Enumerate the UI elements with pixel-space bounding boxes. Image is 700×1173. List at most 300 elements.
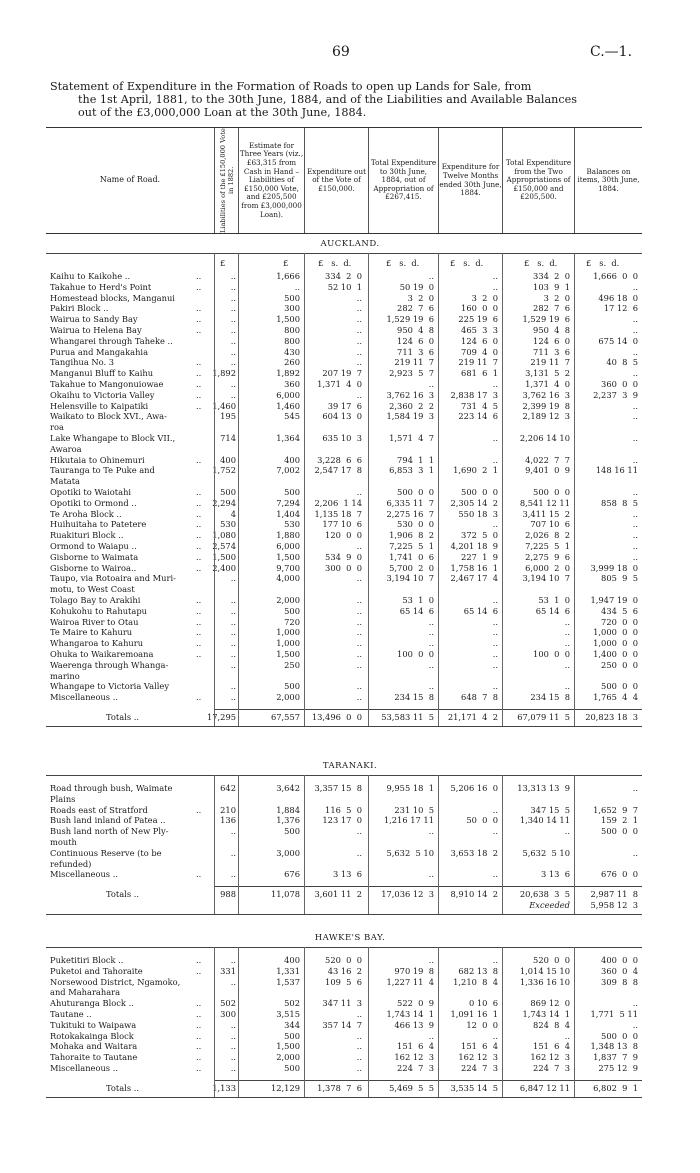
leader-dots: .. [196, 541, 202, 551]
totals-label: Totals .. [106, 889, 139, 900]
cell-c7: .. [632, 400, 638, 411]
cell-c1: .. [230, 346, 236, 357]
cell-c6: 224 7 3 [533, 1063, 570, 1073]
leader-dots: .. [196, 551, 202, 562]
cell-c6: .. [564, 681, 570, 692]
column-header-liabilities [214, 128, 238, 233]
cell-c1: 2,574 [212, 541, 236, 551]
cell-c6: 151 6 4 [533, 1041, 570, 1052]
currency-unit-row [46, 258, 642, 268]
cell-c2: 3,515 [276, 1009, 300, 1019]
cell-c4: 9,955 18 1 [386, 783, 434, 793]
leader-dots: .. [196, 400, 202, 411]
cell-c1: 300 [220, 1009, 236, 1019]
cell-c3: 39 17 6 [327, 400, 362, 411]
total-c2: 67,557 [270, 712, 300, 722]
column-header-balances: Balances on items, 30th June, 1884. [574, 128, 642, 233]
cell-c4: 530 0 0 [397, 519, 434, 530]
column-divider [438, 253, 439, 726]
cell-c3: .. [356, 325, 362, 335]
leader-dots: .. [196, 1009, 202, 1019]
column-divider [368, 947, 369, 1097]
table-row [46, 422, 642, 433]
cell-c5: 1,091 16 1 [450, 1009, 498, 1019]
table-row [46, 271, 642, 282]
total-c4: 53,583 11 5 [381, 712, 434, 722]
cell-c3: .. [356, 681, 362, 692]
cell-c1: 331 [220, 965, 236, 976]
cell-c6: 2,399 19 8 [522, 400, 570, 411]
cell-c4: .. [428, 681, 434, 692]
table-row [46, 848, 642, 859]
cell-c3: 109 5 6 [325, 976, 362, 987]
cell-c7: 1,666 0 0 [593, 271, 638, 281]
road-name: Huihuitaha to Patetere [50, 519, 147, 530]
cell-c3: .. [356, 649, 362, 659]
cell-c4: 1,571 4 7 [389, 433, 434, 443]
cell-c2: 1,500 [276, 314, 300, 325]
cell-c6: 2,026 8 2 [525, 530, 570, 541]
cell-c2: 4,000 [276, 573, 300, 584]
cell-c3: .. [356, 605, 362, 616]
total-c2: 11,078 [270, 889, 300, 900]
road-name: Te Aroha Block .. [50, 508, 122, 519]
cell-c5: 12 0 0 [466, 1019, 498, 1030]
column-header-row [46, 127, 642, 234]
cell-c2: 6,000 [276, 389, 300, 400]
cell-c6: 3 2 0 [543, 292, 570, 303]
road-name: Waikato to Block XVI., Awa- [50, 411, 167, 422]
leader-dots: .. [196, 325, 202, 335]
cell-c6: .. [564, 826, 570, 837]
cell-c7: 1,348 13 8 [590, 1041, 638, 1052]
cell-c3: .. [356, 292, 362, 303]
cell-c4: 3,762 16 3 [386, 389, 434, 400]
cell-c6: 707 10 6 [530, 519, 570, 530]
table-row [46, 282, 642, 293]
cell-c5: .. [492, 804, 498, 815]
cell-c7: .. [632, 541, 638, 551]
cell-c5: .. [492, 955, 498, 965]
table-row [46, 336, 642, 347]
leader-dots: .. [196, 357, 202, 368]
table-row [46, 573, 642, 584]
total-c1: 1,133 [212, 1082, 236, 1093]
table-row [46, 541, 642, 552]
cell-c1: 1,080 [212, 530, 236, 541]
cell-c1: .. [230, 1030, 236, 1041]
cell-c2: 2,000 [276, 595, 300, 605]
section-rule [46, 947, 642, 948]
cell-c3: .. [356, 627, 362, 638]
cell-c1: .. [230, 389, 236, 400]
unit-total-two: £ s. d. [524, 258, 558, 268]
cell-c6: 3,411 15 2 [522, 508, 570, 519]
cell-c6: 2,275 9 6 [525, 551, 570, 562]
cell-c5: .. [492, 433, 498, 443]
cell-c4: 711 3 6 [397, 346, 434, 357]
cell-c4: 3 2 0 [407, 292, 434, 303]
table-row [46, 303, 642, 314]
road-name: Puketoi and Tahoraite [50, 965, 143, 976]
cell-c3: 534 9 0 [325, 551, 362, 562]
cell-c3: 116 5 0 [325, 804, 362, 815]
road-name: Bush land inland of Patea .. [50, 815, 166, 826]
cell-c4: 53 1 0 [402, 595, 434, 605]
leader-dots: .. [196, 1052, 202, 1063]
cell-c3: 120 0 0 [325, 530, 362, 541]
column-divider [574, 253, 575, 726]
cell-c6: 234 15 8 [530, 692, 570, 703]
cell-c7: 496 18 0 [598, 292, 638, 303]
leader-dots: .. [196, 692, 202, 703]
cell-c4: 950 4 8 [397, 325, 434, 335]
cell-c2: 500 [284, 1030, 300, 1041]
cell-c2: 530 [284, 519, 300, 530]
road-name: Wairua to Helena Bay [50, 325, 142, 335]
cell-c3: 3,228 6 6 [317, 454, 362, 465]
cell-c6: 347 15 5 [530, 804, 570, 815]
cell-c4: 500 0 0 [397, 487, 434, 497]
cell-c5: .. [492, 271, 498, 281]
total-c5: 21,171 4 2 [447, 712, 498, 722]
table-row [46, 966, 642, 977]
totals-rule [214, 886, 642, 887]
cell-c4: 1,743 14 1 [386, 1009, 434, 1019]
table-row [46, 530, 642, 541]
cell-c1: .. [230, 573, 236, 584]
cell-c4: .. [428, 627, 434, 638]
cell-c2: 2,000 [276, 1052, 300, 1063]
cell-c7: 275 12 9 [598, 1063, 638, 1073]
road-name: Tolago Bay to Arakihi [50, 595, 141, 605]
cell-c2: 1,884 [276, 804, 300, 815]
table-row [46, 859, 642, 870]
road-name: Lake Whangape to Block VII., [50, 433, 176, 443]
cell-c5: .. [492, 869, 498, 880]
table-row [46, 357, 642, 368]
leader-dots: .. [196, 389, 202, 400]
cell-c2: 800 [284, 335, 300, 346]
cell-c3: 3,357 15 8 [314, 783, 362, 793]
table-row [46, 606, 642, 617]
cell-c1: 210 [220, 804, 236, 815]
cell-c3: .. [356, 573, 362, 584]
cell-c1: 2,400 [212, 562, 236, 573]
cell-c1: .. [230, 314, 236, 325]
cell-c6: 162 12 3 [530, 1052, 570, 1063]
cell-c4: .. [428, 271, 434, 281]
road-name: Tangihua No. 3 [50, 357, 115, 368]
cell-c6: 3,131 5 2 [525, 368, 570, 379]
cell-c2: 344 [284, 1019, 300, 1030]
leader-dots: .. [196, 454, 202, 465]
leader-dots: .. [196, 1030, 202, 1041]
cell-c6: 520 0 0 [533, 955, 570, 965]
cell-c6: 500 0 0 [533, 487, 570, 497]
section-bottom-rule [46, 1097, 642, 1098]
table-row [46, 476, 642, 487]
road-name: Kohukohu to Rahutapu [50, 605, 147, 616]
cell-c1: .. [230, 292, 236, 303]
cell-c3: .. [356, 1052, 362, 1063]
title-line-2: the 1st April, 1881, to the 30th June, 1884, and of the Liabilities and Available Balances [78, 93, 577, 106]
table-row [46, 649, 642, 660]
cell-c7: .. [632, 411, 638, 422]
cell-c6: 711 3 6 [533, 346, 570, 357]
table-row [46, 444, 642, 455]
cell-c5: 372 5 0 [461, 530, 498, 541]
road-name: Mohaka and Waitara [50, 1041, 138, 1052]
road-name: Gisborne to Waimata [50, 551, 139, 562]
total-c3: 1,378 7 6 [317, 1082, 362, 1093]
cell-c3: .. [356, 616, 362, 627]
cell-c7: 148 16 11 [595, 465, 638, 476]
table-row [46, 837, 642, 848]
cell-c2: 1,460 [276, 400, 300, 411]
road-name: roa [50, 422, 64, 433]
cell-c7: .. [632, 433, 638, 443]
cell-c1: .. [230, 826, 236, 837]
leader-dots: .. [196, 616, 202, 627]
cell-c2: 1,892 [276, 368, 300, 379]
cell-c7: 1,771 5 11 [590, 1009, 638, 1019]
cell-c4: .. [428, 616, 434, 627]
cell-c1: .. [230, 271, 236, 281]
cell-c3: .. [356, 595, 362, 605]
road-name: Opotiki to Ormond .. [50, 497, 137, 508]
title-line-3: out of the £3,000,000 Loan at the 30th June, 1884. [78, 106, 367, 119]
leader-dots: .. [196, 998, 202, 1009]
road-name: Whangaroa to Kahuru [50, 638, 144, 649]
cell-c5: 682 13 8 [458, 965, 498, 976]
road-name: Helensville to Kaipatiki [50, 400, 149, 411]
cell-c6: 1,014 15 10 [519, 965, 570, 976]
cell-c1: .. [230, 335, 236, 346]
cell-c2: 2,000 [276, 692, 300, 703]
cell-c4: 2,275 16 7 [386, 508, 434, 519]
cell-c3: .. [356, 314, 362, 325]
cell-c5: 3 2 0 [471, 292, 498, 303]
cell-c6: 7,225 5 1 [525, 541, 570, 551]
cell-c6: 3,194 10 7 [522, 573, 570, 584]
column-divider [238, 253, 239, 726]
cell-c1: .. [230, 616, 236, 627]
table-row [46, 783, 642, 794]
cell-c5: 160 0 0 [461, 303, 498, 314]
cell-c3: 347 11 3 [322, 998, 362, 1009]
cell-c6: .. [564, 638, 570, 649]
table-row [46, 519, 642, 530]
cell-c4: 5,632 5 10 [386, 847, 434, 858]
table-row [46, 826, 642, 837]
cell-c3: .. [356, 346, 362, 357]
table-row [46, 1041, 642, 1052]
road-name: Ruakituri Block .. [50, 530, 124, 541]
cell-c1: 502 [220, 998, 236, 1009]
cell-c2: 7,002 [276, 465, 300, 476]
table-row [46, 869, 642, 880]
cell-c4: 1,529 19 6 [386, 314, 434, 325]
total-c5: 8,910 14 2 [450, 889, 498, 900]
table-row [46, 617, 642, 628]
cell-c6: 2,189 12 3 [522, 411, 570, 422]
table-row [46, 595, 642, 606]
road-name: marino [50, 670, 80, 681]
cell-c5: 648 7 8 [461, 692, 498, 703]
cell-c5: 465 3 3 [461, 325, 498, 335]
cell-c4: 124 6 0 [397, 335, 434, 346]
cell-c3: .. [356, 303, 362, 314]
table-row [46, 998, 642, 1009]
table-row [46, 487, 642, 498]
leader-dots: .. [196, 379, 202, 389]
cell-c7: 500 0 0 [601, 826, 638, 837]
cell-c3: 604 13 0 [322, 411, 362, 422]
unit-estimate: £ [283, 258, 289, 268]
cell-c7: 1,765 4 4 [593, 692, 638, 703]
cell-c1: 500 [220, 487, 236, 497]
total-c7: 2,987 11 8 [590, 889, 638, 900]
road-name: Hikutaia to Ohinemuri [50, 454, 145, 465]
road-name: motu, to West Coast [50, 584, 135, 595]
table-row [46, 498, 642, 509]
cell-c2: 1,500 [276, 1041, 300, 1052]
cell-c7: 17 12 6 [603, 303, 638, 314]
table-row [46, 987, 642, 998]
leader-dots: .. [196, 303, 202, 314]
cell-c1: .. [230, 869, 236, 880]
leader-dots: .. [196, 271, 202, 281]
cell-c1: 4 [230, 508, 236, 519]
table-row [46, 681, 642, 692]
cell-c7: 858 8 5 [601, 497, 638, 508]
cell-c5: 227 1 9 [461, 551, 498, 562]
road-name: Taupo, via Rotoaira and Muri- [50, 573, 176, 584]
cell-c2: 3,000 [276, 847, 300, 858]
cell-c5: 124 6 0 [461, 335, 498, 346]
cell-c2: 1,331 [276, 965, 300, 976]
road-name: Homestead blocks, Manganui [50, 292, 175, 303]
cell-c6: 6,000 2 0 [525, 562, 570, 573]
cell-c3: .. [356, 541, 362, 551]
road-name: Tahoraite to Tautane [50, 1052, 138, 1063]
cell-c2: 7,294 [276, 497, 300, 508]
table-row [46, 671, 642, 682]
cell-c4: .. [428, 659, 434, 670]
cell-c2: 1,404 [276, 508, 300, 519]
cell-c7: .. [632, 487, 638, 497]
cell-c7: 1,652 9 7 [593, 804, 638, 815]
road-name: Ormond to Waiapu .. [50, 541, 137, 551]
cell-c4: 100 0 0 [397, 649, 434, 659]
section-heading: HAWKE'S BAY. [314, 933, 386, 943]
cell-c6: 869 12 0 [530, 998, 570, 1009]
column-divider [214, 253, 215, 726]
cell-c3: .. [356, 1063, 362, 1073]
road-name: Norsewood District, Ngamoko, [50, 976, 181, 987]
title-line-1: Statement of Expenditure in the Formation of Roads to open up Lands for Sale, from [50, 80, 532, 93]
cell-c1: 2,294 [212, 497, 236, 508]
total-c3: 3,601 11 2 [314, 889, 362, 900]
cell-c2: 500 [284, 681, 300, 692]
road-name: mouth [50, 837, 77, 847]
leader-dots: .. [196, 508, 202, 519]
cell-c5: .. [492, 1030, 498, 1041]
column-divider [304, 253, 305, 726]
road-name: Purua and Mangakahia [50, 346, 149, 357]
cell-c1: .. [230, 659, 236, 670]
cell-c6: 1,340 14 11 [519, 815, 570, 826]
cell-c5: 0 10 6 [468, 998, 498, 1009]
cell-c5: 2,467 17 4 [450, 573, 498, 584]
total-c4: 17,036 12 3 [381, 889, 434, 900]
cell-c1: .. [230, 955, 236, 965]
cell-c1: .. [230, 379, 236, 389]
cell-c4: 1,741 0 6 [389, 551, 434, 562]
cell-c7: 676 0 0 [601, 869, 638, 880]
cell-c3: .. [356, 389, 362, 400]
cell-c2: 1,666 [276, 271, 300, 281]
cell-c3: 43 16 2 [327, 965, 362, 976]
cell-c5: 50 0 0 [466, 815, 498, 826]
road-name: Miscellaneous .. [50, 869, 118, 880]
cell-c1: .. [230, 649, 236, 659]
cell-c4: 794 1 1 [397, 454, 434, 465]
cell-c7: .. [632, 530, 638, 541]
cell-c7: .. [632, 325, 638, 335]
table-row [46, 455, 642, 466]
cell-c4: 219 11 7 [394, 357, 434, 368]
cell-c1: 642 [220, 783, 236, 793]
road-name: Okaihu to Victoria Valley [50, 389, 155, 400]
road-name: Matata [50, 476, 81, 487]
column-header-exp-vote: Expenditure out of the Vote of £150,000. [304, 128, 368, 233]
cell-c7: 40 8 5 [606, 357, 638, 368]
cell-c4: .. [428, 869, 434, 880]
cell-c6: 1,336 16 10 [519, 976, 570, 987]
exceeded-label: Exceeded [529, 900, 570, 910]
cell-c7: .. [632, 1019, 638, 1030]
table-row [46, 325, 642, 336]
cell-c7: 159 2 1 [601, 815, 638, 826]
cell-c2: .. [294, 281, 300, 292]
cell-c6: 53 1 0 [538, 595, 570, 605]
cell-c5: 731 4 5 [461, 400, 498, 411]
road-name: Roads east of Stratford [50, 804, 148, 815]
cell-c4: 3,194 10 7 [386, 573, 434, 584]
cell-c7: .. [632, 368, 638, 379]
cell-c1: .. [230, 692, 236, 703]
cell-c6: 1,371 4 0 [525, 379, 570, 389]
cell-c6: 124 6 0 [533, 335, 570, 346]
cell-c4: 466 13 9 [394, 1019, 434, 1030]
leader-dots: .. [196, 804, 202, 815]
column-header-total-two: Total Expenditure from the Two Appropriations of £150,000 and £205,500. [502, 128, 574, 233]
road-name: Continuous Reserve (to be [50, 847, 162, 858]
cell-c6: 4,022 7 7 [525, 454, 570, 465]
cell-c3: .. [356, 357, 362, 368]
column-divider [574, 947, 575, 1097]
cell-c1: 1,752 [212, 465, 236, 476]
road-name: refunded) [50, 858, 92, 869]
cell-c7: .. [632, 519, 638, 530]
cell-c2: 1,537 [276, 976, 300, 987]
road-name: Kaihu to Kaikohe .. [50, 271, 131, 281]
cell-c2: 1,376 [276, 815, 300, 826]
table-row [46, 794, 642, 805]
cell-c6: .. [564, 627, 570, 638]
